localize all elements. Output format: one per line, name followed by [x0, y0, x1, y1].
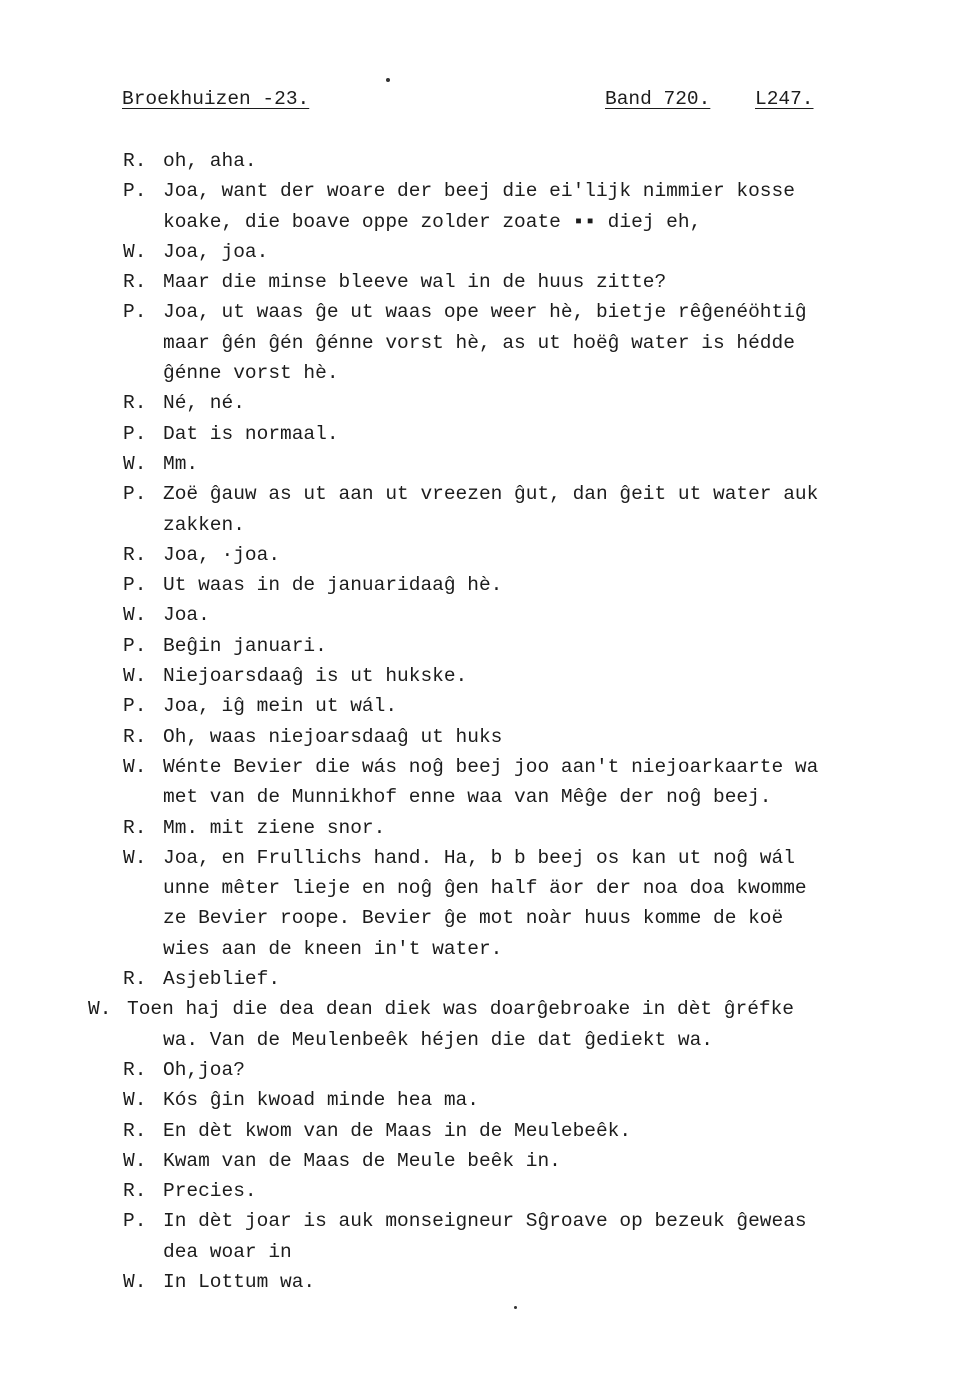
transcript-line — [0, 540, 966, 570]
speaker-label: P. — [123, 301, 147, 324]
speaker-label: R. — [123, 725, 147, 748]
speaker-label: P. — [123, 1210, 147, 1233]
transcript-line — [0, 1055, 966, 1085]
speaker-label: W. — [123, 1089, 147, 1112]
ink-dot — [386, 78, 390, 82]
transcript-line — [0, 843, 966, 873]
transcript-line — [0, 813, 966, 843]
line-text: Joa. — [163, 604, 210, 627]
speaker-label: R. — [123, 968, 147, 991]
transcript-line — [0, 600, 966, 630]
line-text: In dèt joar is auk monseigneur Sĝroave op bezeuk ĝeweas — [163, 1210, 807, 1233]
transcript-line — [0, 267, 966, 297]
line-text: maar ĝén ĝén ĝénne vorst hè, as ut hoëĝ water is hédde — [163, 331, 795, 354]
line-text: Mm. mit ziene snor. — [163, 816, 386, 839]
transcript-line — [0, 358, 966, 388]
transcript-line — [0, 510, 966, 540]
transcript-line — [0, 994, 966, 1024]
line-text: Joa, ut waas ĝe ut waas ope weer hè, bietje rêĝenéöhtiĝ — [163, 301, 807, 324]
transcript-line — [0, 1176, 966, 1206]
transcript-line — [0, 449, 966, 479]
line-text: Dat is normaal. — [163, 422, 339, 445]
transcript-line — [0, 570, 966, 600]
transcript-line — [0, 1116, 966, 1146]
header-code: L247. — [755, 88, 814, 110]
transcript-line — [0, 176, 966, 206]
speaker-label: R. — [123, 1180, 147, 1203]
transcript-line — [0, 964, 966, 994]
transcript-line — [0, 1025, 966, 1055]
speaker-label: R. — [123, 816, 147, 839]
transcript-line — [0, 1267, 966, 1297]
speaker-label: R. — [123, 1119, 147, 1142]
speaker-label: R. — [123, 271, 147, 294]
speaker-label: P. — [123, 634, 147, 657]
speaker-label: W. — [123, 1149, 147, 1172]
transcript-line — [0, 388, 966, 418]
transcript-line — [0, 328, 966, 358]
line-text: oh, aha. — [163, 150, 257, 172]
line-text: Maar die minse bleeve wal in de huus zitte? — [163, 271, 667, 294]
transcript-line — [0, 661, 966, 691]
transcript-line — [0, 297, 966, 327]
line-text: Joa, en Frullichs hand. Ha, b b beej os kan ut noĝ wál — [163, 846, 795, 869]
line-text: Beĝin januari. — [163, 634, 327, 657]
line-text: Asjeblief. — [163, 968, 281, 991]
transcript-line — [0, 1085, 966, 1115]
speaker-label: P. — [123, 422, 147, 445]
transcript-line — [0, 1237, 966, 1267]
header-band: Band 720. — [605, 88, 711, 110]
line-text: In Lottum wa. — [163, 1270, 316, 1293]
line-text: Ut waas in de januaridaaĝ hè. — [163, 574, 503, 597]
transcript-line — [0, 631, 966, 661]
line-text: Oh,joa? — [163, 1058, 245, 1081]
speaker-label: R. — [123, 150, 147, 172]
ink-dot — [514, 1306, 517, 1309]
line-text: zakken. — [163, 513, 245, 536]
line-text: Joa, joa. — [163, 240, 269, 263]
line-text: ze Bevier roope. Bevier ĝe mot noàr huus komme de koë — [163, 907, 784, 930]
line-text: Joa, iĝ mein ut wál. — [163, 695, 398, 718]
transcript-line — [0, 873, 966, 903]
speaker-label: P. — [123, 695, 147, 718]
line-text: Joa, want der woare der beej die ei'lijk nimmier kosse — [163, 180, 795, 203]
line-text: Zoë ĝauw as ut aan ut vreezen ĝut, dan ĝeit ut water auk — [163, 483, 819, 506]
line-text: Né, né. — [163, 392, 245, 415]
transcript-line — [0, 207, 966, 237]
transcript-line — [0, 237, 966, 267]
line-text: wa. Van de Meulenbeêk héjen die dat ĝediekt wa. — [163, 1028, 713, 1051]
speaker-label: W. — [123, 665, 147, 688]
speaker-label: P. — [123, 483, 147, 506]
transcript-line — [0, 419, 966, 449]
line-text: Oh, waas niejoarsdaaĝ ut huks — [163, 725, 503, 748]
line-text: koake, die boave oppe zolder zoate ▪▪ diej eh, — [163, 210, 702, 233]
speaker-label: W. — [123, 1270, 147, 1293]
line-text: En dèt kwom van de Maas in de Meulebeêk. — [163, 1119, 632, 1142]
line-text: Precies. — [163, 1180, 257, 1203]
line-text: Kós ĝin kwoad minde hea ma. — [163, 1089, 479, 1112]
line-text: dea woar in — [163, 1240, 292, 1263]
speaker-label: W. — [123, 240, 147, 263]
transcript-line — [0, 691, 966, 721]
transcript-line — [0, 752, 966, 782]
transcript-line — [0, 934, 966, 964]
transcript-line — [0, 479, 966, 509]
transcript-line — [0, 722, 966, 752]
line-text: wies aan de kneen in't water. — [163, 937, 503, 960]
transcript-line — [0, 903, 966, 933]
transcript-line — [0, 782, 966, 812]
speaker-label: P. — [123, 574, 147, 597]
line-text: Mm. — [163, 452, 199, 475]
speaker-label: R. — [123, 392, 147, 415]
transcript-body — [0, 146, 966, 1297]
line-text: unne mêter lieje en noĝ ĝen half äor der noa doa kwomme — [163, 877, 807, 900]
transcript-line — [0, 1206, 966, 1236]
line-text: Niejoarsdaaĝ is ut hukske. — [163, 665, 468, 688]
speaker-label: R. — [123, 543, 147, 566]
transcript-line — [0, 1146, 966, 1176]
line-text: ĝénne vorst hè. — [163, 362, 339, 385]
speaker-label: R. — [123, 1058, 147, 1081]
speaker-label: W. — [123, 846, 147, 869]
line-text: Wénte Bevier die wás noĝ beej joo aan't niejoarkaarte wa — [163, 755, 819, 778]
line-text: Toen haj die dea dean diek was doarĝebroake in dèt ĝréfke — [127, 998, 795, 1021]
line-text: met van de Munnikhof enne waa van Mêĝe der noĝ beej. — [163, 786, 772, 809]
header-location: Broekhuizen -23. — [122, 88, 310, 110]
speaker-label: W. — [123, 755, 147, 778]
line-text: Joa, ·joa. — [163, 543, 281, 566]
transcript-line — [0, 146, 966, 176]
line-text: Kwam van de Maas de Meule beêk in. — [163, 1149, 561, 1172]
speaker-label: W. — [123, 452, 147, 475]
speaker-label: W. — [123, 604, 147, 627]
speaker-label: P. — [123, 180, 147, 203]
speaker-label: W. — [88, 998, 112, 1021]
